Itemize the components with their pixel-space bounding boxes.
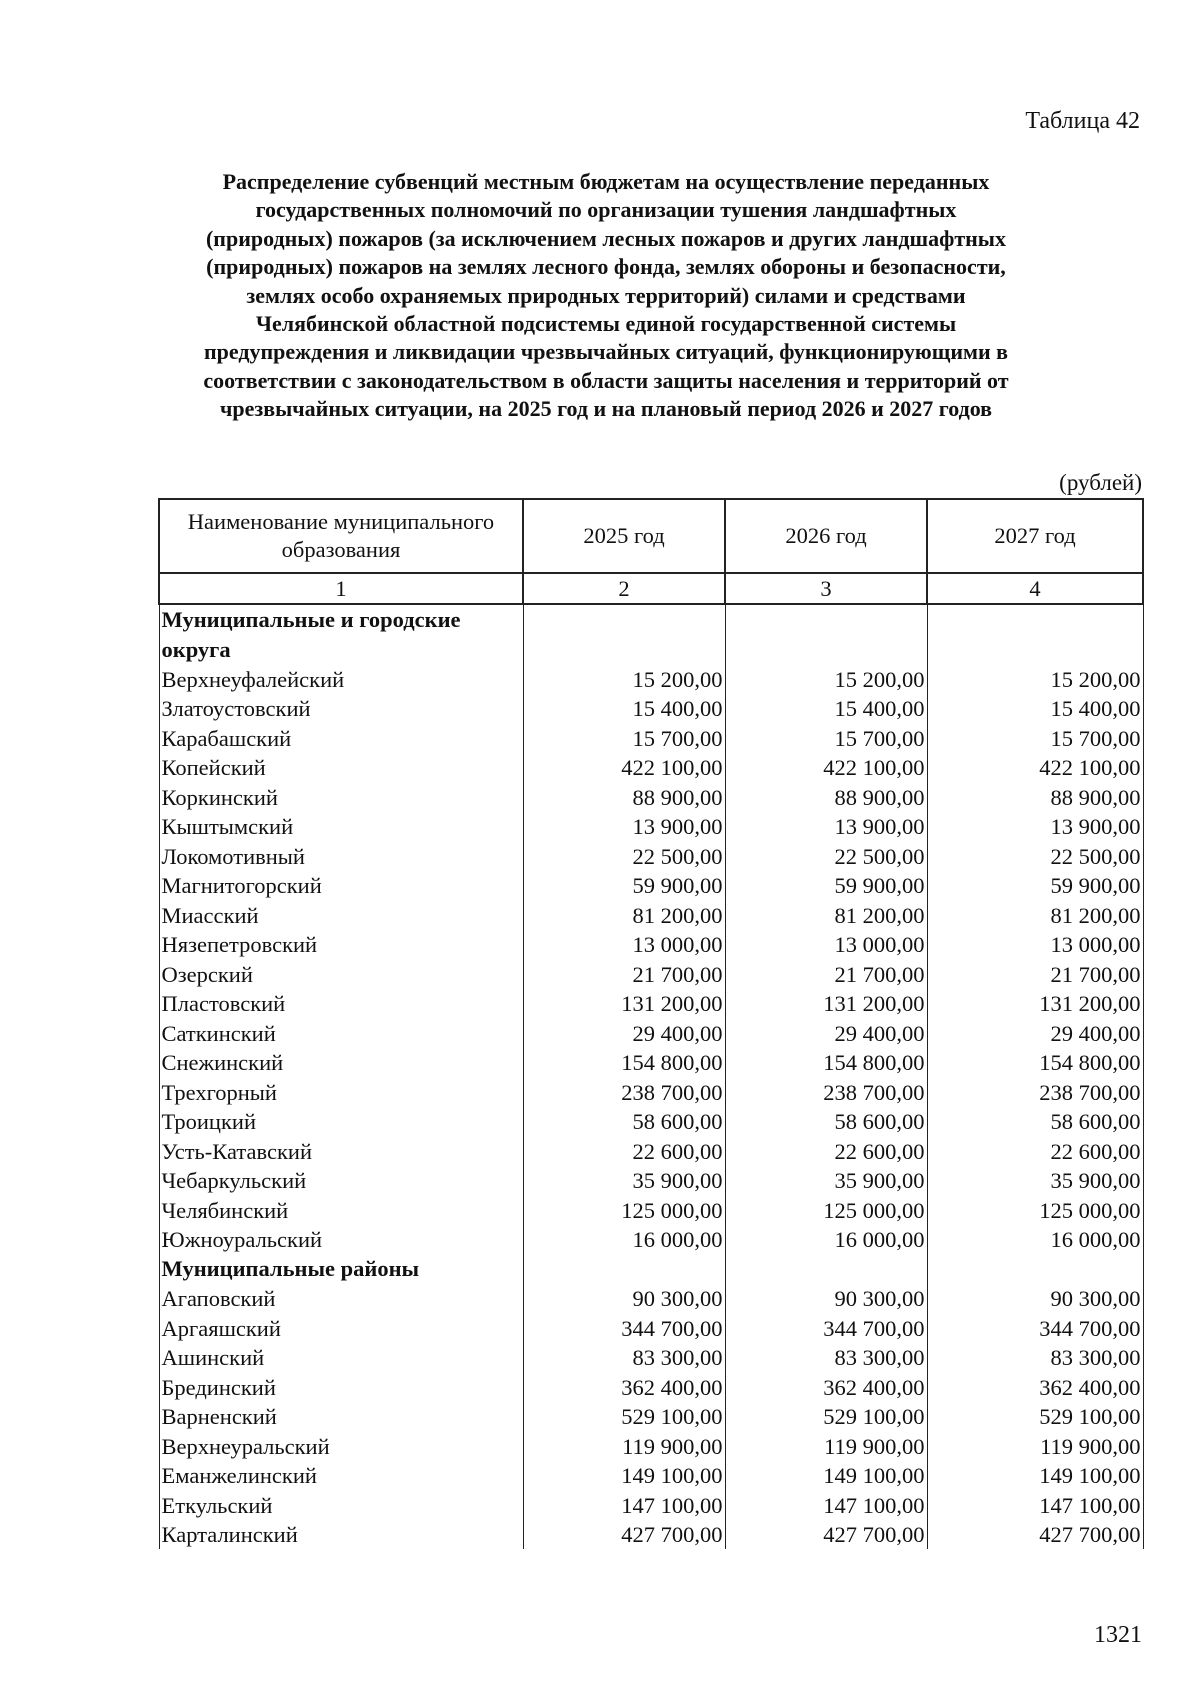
value-2027: 22 600,00: [927, 1136, 1143, 1166]
table-row: [159, 1225, 1143, 1255]
table-row: [159, 959, 1143, 989]
value-2025: 15 400,00: [523, 694, 725, 724]
title-line: чрезвычайных ситуации, на 2025 год и на плановый период 2026 и 2027 годов: [219, 396, 993, 422]
value-2026: 131 200,00: [725, 989, 927, 1019]
municipality-name: Трехгорный: [159, 1077, 523, 1107]
value-2025: 83 300,00: [523, 1343, 725, 1373]
value-2027: 147 100,00: [927, 1490, 1143, 1520]
value-2027: 90 300,00: [927, 1284, 1143, 1314]
title-line: (природных) пожаров на землях лесного фонда, землях обороны и безопасности,: [206, 254, 1006, 280]
table-row: [159, 1490, 1143, 1520]
municipality-name: Карабашский: [159, 723, 523, 753]
empty-cell: [523, 604, 725, 664]
value-2026: 149 100,00: [725, 1461, 927, 1491]
value-2025: 13 000,00: [523, 930, 725, 960]
value-2027: 149 100,00: [927, 1461, 1143, 1491]
municipality-name: Магнитогорский: [159, 871, 523, 901]
table-row: [159, 1195, 1143, 1225]
municipality-name: Саткинский: [159, 1018, 523, 1048]
value-2026: 119 900,00: [725, 1431, 927, 1461]
table-row: [159, 1520, 1143, 1550]
table-row: [159, 1107, 1143, 1137]
value-2027: 362 400,00: [927, 1372, 1143, 1402]
value-2027: 83 300,00: [927, 1343, 1143, 1373]
value-2027: 15 700,00: [927, 723, 1143, 753]
value-2026: 238 700,00: [725, 1077, 927, 1107]
title-line: Челябинской областной подсистемы единой государственной системы: [255, 311, 957, 337]
value-2025: 13 900,00: [523, 812, 725, 842]
value-2025: 427 700,00: [523, 1520, 725, 1550]
value-2025: 422 100,00: [523, 753, 725, 783]
value-2027: 59 900,00: [927, 871, 1143, 901]
value-2025: 35 900,00: [523, 1166, 725, 1196]
value-2027: 58 600,00: [927, 1107, 1143, 1137]
municipality-name: Усть-Катавский: [159, 1136, 523, 1166]
value-2026: 15 400,00: [725, 694, 927, 724]
value-2027: 154 800,00: [927, 1048, 1143, 1078]
value-2026: 21 700,00: [725, 959, 927, 989]
value-2026: 529 100,00: [725, 1402, 927, 1432]
value-2026: 147 100,00: [725, 1490, 927, 1520]
document-title: [150, 168, 1062, 424]
municipality-name: Коркинский: [159, 782, 523, 812]
table-row: [159, 1136, 1143, 1166]
section-title: Муниципальные и городские округа: [159, 604, 523, 664]
municipality-name: Верхнеуфалейский: [159, 664, 523, 694]
table-row: [159, 871, 1143, 901]
table-body: [159, 604, 1143, 1549]
value-2027: 22 500,00: [927, 841, 1143, 871]
section-title: Муниципальные районы: [159, 1254, 523, 1284]
empty-cell: [927, 604, 1143, 664]
value-2025: 90 300,00: [523, 1284, 725, 1314]
municipality-name: Копейский: [159, 753, 523, 783]
table-row: [159, 664, 1143, 694]
table-row: [159, 782, 1143, 812]
table-row: [159, 989, 1143, 1019]
table-row: [159, 841, 1143, 871]
value-2026: 154 800,00: [725, 1048, 927, 1078]
table-row: [159, 1461, 1143, 1491]
value-2026: 125 000,00: [725, 1195, 927, 1225]
value-2025: 29 400,00: [523, 1018, 725, 1048]
municipality-name: Аргаяшский: [159, 1313, 523, 1343]
value-2025: 362 400,00: [523, 1372, 725, 1402]
value-2026: 16 000,00: [725, 1225, 927, 1255]
value-2027: 13 000,00: [927, 930, 1143, 960]
value-2026: 81 200,00: [725, 900, 927, 930]
header-2025: 2025 год: [523, 499, 725, 573]
value-2026: 90 300,00: [725, 1284, 927, 1314]
title-line: предупреждения и ликвидации чрезвычайных ситуаций, функционирующими в: [203, 339, 1009, 365]
municipality-name: Троицкий: [159, 1107, 523, 1137]
municipality-name: Златоустовский: [159, 694, 523, 724]
value-2026: 13 900,00: [725, 812, 927, 842]
value-2027: 88 900,00: [927, 782, 1143, 812]
municipality-name: Варненский: [159, 1402, 523, 1432]
title-line: (природных) пожаров (за исключением лесных пожаров и других ландшафтных: [205, 225, 1006, 251]
value-2026: 15 700,00: [725, 723, 927, 753]
value-2027: 529 100,00: [927, 1402, 1143, 1432]
value-2027: 427 700,00: [927, 1520, 1143, 1550]
value-2027: 15 400,00: [927, 694, 1143, 724]
value-2026: 59 900,00: [725, 871, 927, 901]
value-2025: 22 600,00: [523, 1136, 725, 1166]
table-number: Таблица 42: [1025, 108, 1140, 134]
value-2026: 35 900,00: [725, 1166, 927, 1196]
value-2027: 125 000,00: [927, 1195, 1143, 1225]
value-2025: 22 500,00: [523, 841, 725, 871]
municipality-name: Снежинский: [159, 1048, 523, 1078]
value-2027: 15 200,00: [927, 664, 1143, 694]
value-2026: 427 700,00: [725, 1520, 927, 1550]
municipality-name: Южноуральский: [159, 1225, 523, 1255]
value-2027: 131 200,00: [927, 989, 1143, 1019]
municipality-name: Карталинский: [159, 1520, 523, 1550]
column-number: 3: [725, 573, 927, 604]
value-2026: 22 600,00: [725, 1136, 927, 1166]
table-row: [159, 1077, 1143, 1107]
table-row: [159, 753, 1143, 783]
municipality-name: Еманжелинский: [159, 1461, 523, 1491]
municipality-name: Чебаркульский: [159, 1166, 523, 1196]
value-2025: 529 100,00: [523, 1402, 725, 1432]
value-2026: 58 600,00: [725, 1107, 927, 1137]
municipality-name: Миасский: [159, 900, 523, 930]
empty-cell: [725, 604, 927, 664]
value-2025: 81 200,00: [523, 900, 725, 930]
empty-cell: [927, 1254, 1143, 1284]
header-municipality: Наименование муниципального образования: [159, 499, 523, 573]
value-2027: 81 200,00: [927, 900, 1143, 930]
header-2026: 2026 год: [725, 499, 927, 573]
column-number: 2: [523, 573, 725, 604]
value-2025: 88 900,00: [523, 782, 725, 812]
value-2026: 88 900,00: [725, 782, 927, 812]
column-number: 4: [927, 573, 1143, 604]
value-2026: 22 500,00: [725, 841, 927, 871]
value-2025: 15 200,00: [523, 664, 725, 694]
subvention-table: [158, 498, 1144, 1549]
value-2026: 83 300,00: [725, 1343, 927, 1373]
table-row: [159, 1166, 1143, 1196]
value-2025: 21 700,00: [523, 959, 725, 989]
value-2025: 59 900,00: [523, 871, 725, 901]
empty-cell: [725, 1254, 927, 1284]
value-2025: 16 000,00: [523, 1225, 725, 1255]
table-row: [159, 1313, 1143, 1343]
table-row: [159, 1343, 1143, 1373]
table-row: [159, 694, 1143, 724]
table-row: [159, 812, 1143, 842]
column-number-row: [159, 573, 1143, 604]
table-row: [159, 1372, 1143, 1402]
value-2027: 422 100,00: [927, 753, 1143, 783]
municipality-name: Пластовский: [159, 989, 523, 1019]
value-2026: 422 100,00: [725, 753, 927, 783]
title-line: соответствии с законодательством в области защиты населения и территорий от: [203, 367, 1009, 393]
value-2025: 344 700,00: [523, 1313, 725, 1343]
municipality-name: Челябинский: [159, 1195, 523, 1225]
value-2027: 21 700,00: [927, 959, 1143, 989]
municipality-name: Нязепетровский: [159, 930, 523, 960]
value-2026: 13 000,00: [725, 930, 927, 960]
value-2025: 154 800,00: [523, 1048, 725, 1078]
table-row: [159, 930, 1143, 960]
municipality-name: Озерский: [159, 959, 523, 989]
value-2027: 29 400,00: [927, 1018, 1143, 1048]
table-row: [159, 900, 1143, 930]
municipality-name: Ашинский: [159, 1343, 523, 1373]
municipality-name: Агаповский: [159, 1284, 523, 1314]
value-2025: 125 000,00: [523, 1195, 725, 1225]
section-header-row: [159, 1254, 1143, 1284]
value-2025: 238 700,00: [523, 1077, 725, 1107]
value-2026: 29 400,00: [725, 1018, 927, 1048]
table-row: [159, 1402, 1143, 1432]
value-2027: 119 900,00: [927, 1431, 1143, 1461]
value-2025: 119 900,00: [523, 1431, 725, 1461]
title-line: землях особо охраняемых природных территорий) силами и средствами: [246, 282, 966, 308]
value-2027: 16 000,00: [927, 1225, 1143, 1255]
value-2026: 362 400,00: [725, 1372, 927, 1402]
column-number: 1: [159, 573, 523, 604]
value-2027: 238 700,00: [927, 1077, 1143, 1107]
value-2027: 35 900,00: [927, 1166, 1143, 1196]
units-label: (рублей): [1059, 470, 1142, 495]
table-row: [159, 1431, 1143, 1461]
table-row: [159, 723, 1143, 753]
title-line: государственных полномочий по организации тушения ландшафтных: [255, 197, 957, 223]
municipality-name: Брединский: [159, 1372, 523, 1402]
value-2026: 344 700,00: [725, 1313, 927, 1343]
page-number: 1321: [1094, 1622, 1142, 1648]
municipality-name: Еткульский: [159, 1490, 523, 1520]
section-header-row: [159, 604, 1143, 664]
municipality-name: Локомотивный: [159, 841, 523, 871]
value-2027: 13 900,00: [927, 812, 1143, 842]
value-2027: 344 700,00: [927, 1313, 1143, 1343]
municipality-name: Кыштымский: [159, 812, 523, 842]
value-2025: 58 600,00: [523, 1107, 725, 1137]
table-row: [159, 1284, 1143, 1314]
empty-cell: [523, 1254, 725, 1284]
value-2025: 15 700,00: [523, 723, 725, 753]
table-row: [159, 1048, 1143, 1078]
header-2027: 2027 год: [927, 499, 1143, 573]
value-2026: 15 200,00: [725, 664, 927, 694]
value-2025: 147 100,00: [523, 1490, 725, 1520]
municipality-name: Верхнеуральский: [159, 1431, 523, 1461]
table-row: [159, 1018, 1143, 1048]
header-row: [159, 499, 1143, 573]
value-2025: 131 200,00: [523, 989, 725, 1019]
title-line: Распределение субвенций местным бюджетам на осуществление переданных: [222, 169, 990, 194]
value-2025: 149 100,00: [523, 1461, 725, 1491]
